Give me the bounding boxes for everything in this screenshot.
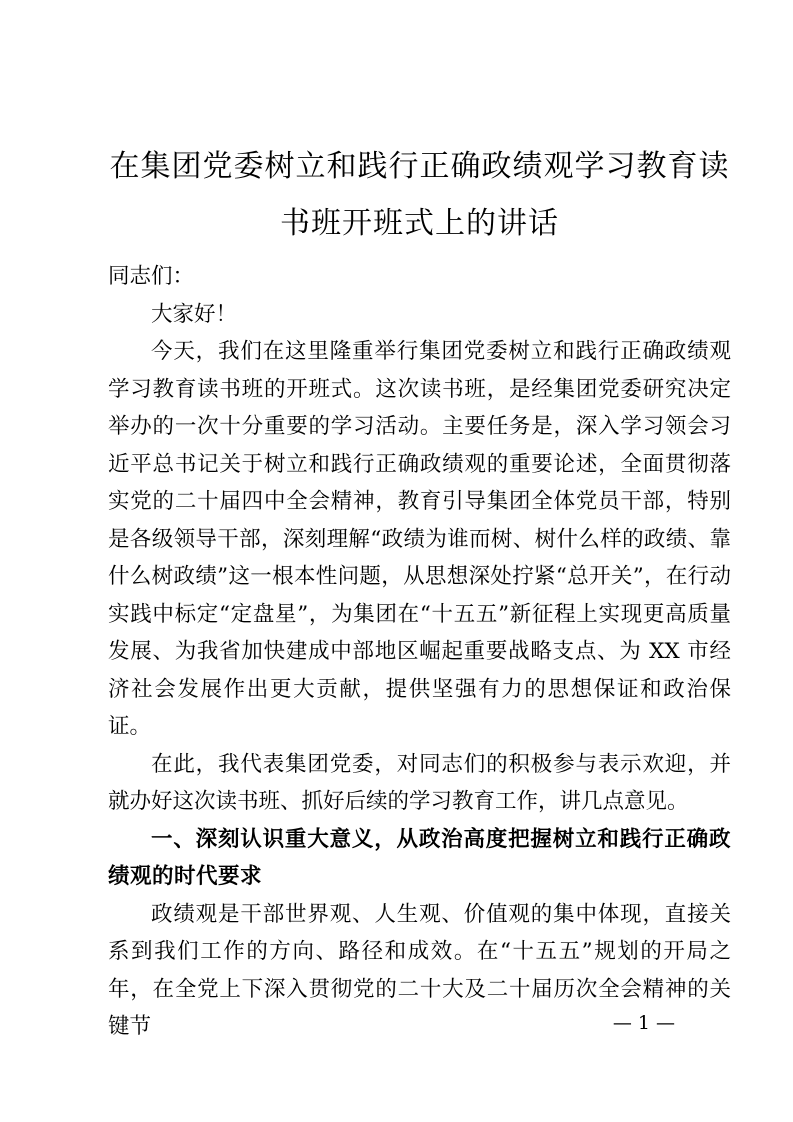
greeting-paragraph: 大家好！ [151,301,238,327]
page-number: — 1 — [612,1012,675,1034]
paragraph-section-body: 政绩观是干部世界观、人生观、价值观的集中体现，直接关系到我们工作的方向、路径和成效。在“十五五”规划的开局之年，在全党上下深入贯彻党的二十大及二十届历次全会精神的关键节 [108,901,731,1039]
salutation: 同志们： [108,264,195,289]
section-heading-1: 一、深刻认识重大意义，从政治高度把握树立和践行正确政绩观的时代要求 [108,826,731,889]
paragraph-welcome: 在此，我代表集团党委，对同志们的积极参与表示欢迎，并就办好这次读书班、抓好后续的学习教育工作，讲几点意见。 [108,751,731,814]
document-title: 在集团党委树立和践行正确政绩观学习教育读书班开班式上的讲话 [109,149,730,241]
paragraph-opening: 今天，我们在这里隆重举行集团党委树立和践行正确政绩观学习教育读书班的开班式。这次读书班，是经集团党委研究决定举办的一次十分重要的学习活动。主要任务是，深入学习领会习近平总书记关于树立和践行正确政绩观的重要论述，全面贯彻落实党的二十届四中全会精神，教育引导集团全体党员干部，特别是各级领导干部，深刻理解“政绩为谁而树、树什么样的政绩、靠什么树政绩”这一根本性问题，从思想深处拧紧“总开关”，在行动实践中标定“定盘星”，为集团在“十五五”新征程上实现更高质量发展、为我省加快建成中部地区崛起重要战略支点、为 XX 市经济社会发展作出更大贡献，提供坚强有力的思想保证和政治保证。 [108,339,731,739]
